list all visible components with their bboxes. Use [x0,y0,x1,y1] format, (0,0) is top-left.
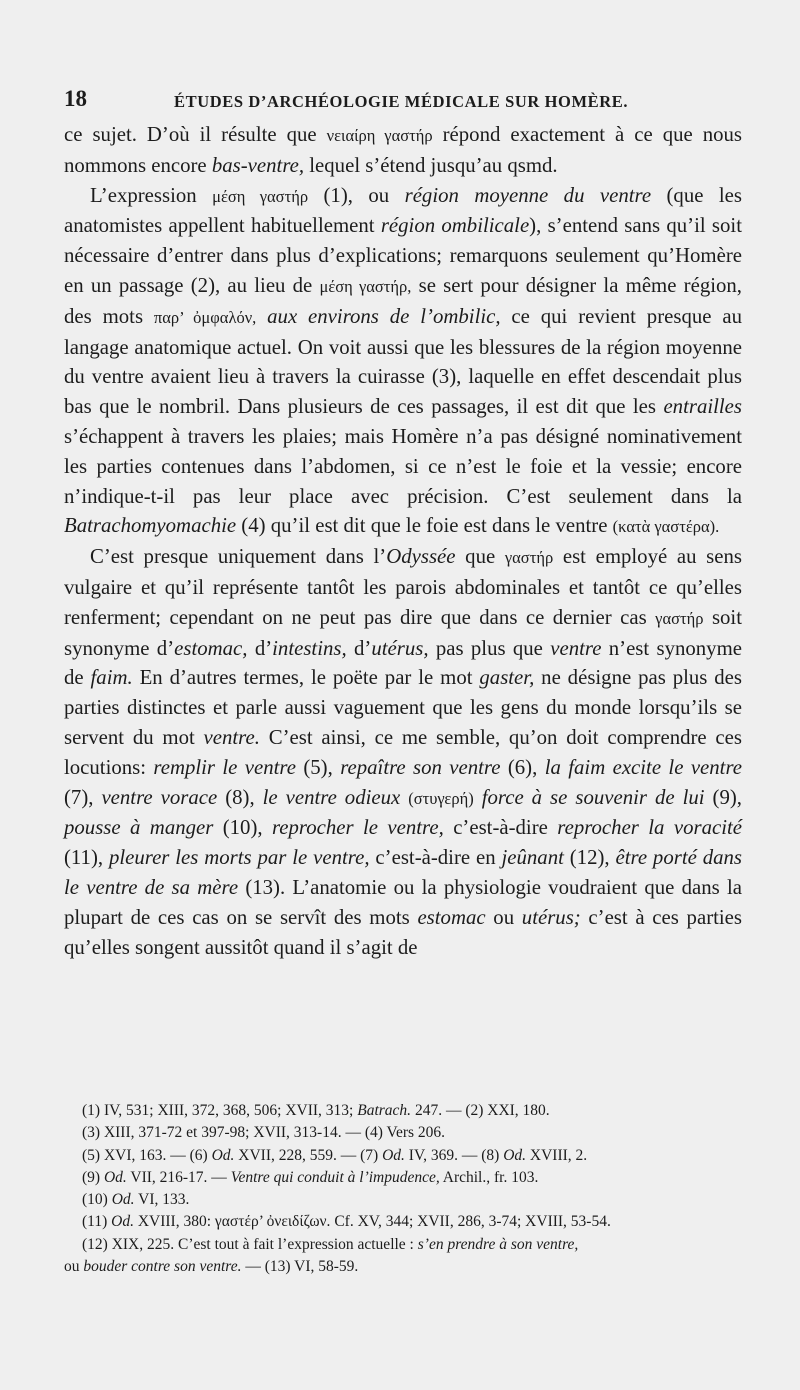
greek-term: μέση γαστήρ [212,186,309,206]
paragraph-2: L’expression μέση γαστήρ (1), ou région moyenne du ventre (que les anatomistes appellent habituellement région ombilicale), s’entend sans qu’il soit nécessaire d’entrer dans plus d’explications; remarquons seulement qu’Homère en un passage (2), au lieu de μέση γαστήρ, se sert pour désigner la même région, des mots παρ’ ὀμφαλόν, aux environs de l’ombilic, ce qui revient presque au langage anatomique actuel. On voit aussi que les blessures de la région moyenne du ventre avaient lieu à travers la cuirasse (3), laquelle en effet descendait plus bas que le nombril. Dans plusieurs de ces passages, il est dit que les entrailles s’échappent à travers les plaies; mais Homère n’a pas désigné nominativement les parties contenues dans l’abdomen, si ce n’est le foie et la vessie; encore n’indique-t-il pas leur place avec précision. C’est seulement dans la Batrachomyomachie (4) qu’il est dit que le foie est dans le ventre (κατὰ γαστέρα). [64,183,742,538]
footnote: (1) IV, 531; XIII, 372, 368, 506; XVII, 313; Batrach. 247. — (2) XXI, 180. [82,1102,550,1119]
greek-term: (κατὰ γαστέρα). [612,517,720,537]
greek-term: παρ’ ὀμφαλόν, [153,307,257,327]
greek-term: νειαίρη γαστήρ [326,126,433,145]
paragraph-3: C’est presque uniquement dans l’Odyssée que γαστήρ est employé au sens vulgaire et qu’il représente tantôt les parois abdominales et tantôt ce qu’elles renferment; cependant on ne peut pas dire que dans ce dernier cas γαστήρ soit synonyme d’estomac, d’intestins, d’utérus, pas plus que ventre n’est synonyme de faim. En d’autres termes, le poëte par le mot gaster, ne désigne pas plus des parties distinctes et parle aussi vaguement que les gens du monde lorsqu’ils se servent du mot ventre. C’est ainsi, ce me semble, qu’on doit comprendre ces locutions: remplir le ventre (5), repaître son ventre (6), la faim excite le ventre (7), ventre vorace (8), le ventre odieux (στυγερή) force à se souvenir de lui (9), pousse à manger (10), reprocher le ventre, c’est-à-dire reprocher la voracité (11), pleurer les morts par le ventre, c’est-à-dire en jeûnant (12), être porté dans le ventre de sa mère (13). L’anatomie ou la physiologie voudraient que dans la plupart de ces cas on se servît des mots estomac ou utérus; c’est à ces parties qu’elles songent aussitôt quand il s’agit de [64,545,743,959]
footnote: (5) XVI, 163. — (6) Od. XVII, 228, 559. — (7) Od. IV, 369. — (8) Od. XVIII, 2. [82,1146,588,1164]
paragraph-1: ce sujet. D’où il résulte que νειαίρη γαστήρ répond exactement à ce que nous nommons encore bas-ventre, lequel s’étend jusqu’au qsmd. [64,123,742,177]
main-text [64,120,742,962]
footnotes [64,1100,744,1278]
greek-term: μέση γαστήρ, [319,276,412,296]
page-header [64,86,742,116]
footnote: (3) XIII, 371-72 et 397-98; XVII, 313-14. — (4) Vers 206. [82,1124,446,1142]
greek-term: γαστέρ’ ὀνειδίζων. [214,1213,331,1231]
greek-term: γαστήρ [655,608,704,628]
footnote-continuation: ou bouder contre son ventre. — (13) VI, 58-59. [64,1258,359,1276]
footnote: (10) Od. VI, 133. [82,1191,190,1209]
page-number: 18 [64,86,87,111]
greek-term: (στυγερή) [408,788,474,808]
running-title: ÉTUDES D’ARCHÉOLOGIE MÉDICALE SUR HOMÈRE. [174,92,629,111]
footnote: (11) Od. XVIII, 380: γαστέρ’ ὀνειδίζων. Cf. XV, 344; XVII, 286, 3-74; XVIII, 53-54. [82,1213,611,1231]
footnote: (12) XIX, 225. C’est tout à fait l’expression actuelle : s’en prendre à son ventre, [82,1235,579,1253]
footnote: (9) Od. VII, 216-17. — Ventre qui conduit à l’impudence, Archil., fr. 103. [82,1168,539,1186]
greek-term: γαστήρ [504,548,554,568]
